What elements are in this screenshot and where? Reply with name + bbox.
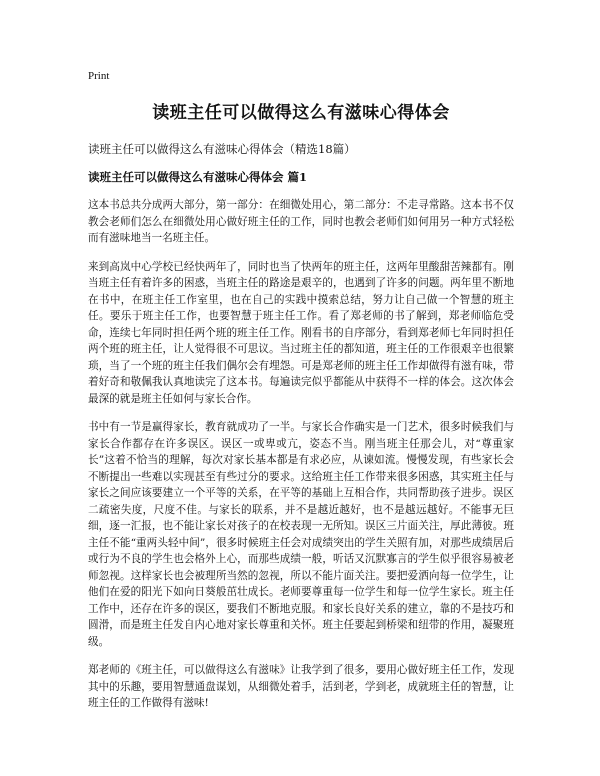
document-subtitle: 读班主任可以做得这么有滋味心得体会（精选18篇） [88,142,356,156]
paragraph-3: 书中有一节是赢得家长，教育就成功了一半。与家长合作确实是一门艺术，很多时候我们与家长合作都存在许多误区。误区一或卑或亢，姿态不当。刚当班主任那会儿，对“尊重家长”这着不恰当的理解，每次对家长基本都是有求必应，从谏如流。慢慢发现，有些家长会不断提出一些难以实现甚至有些过分的要求。这给班主任工作带来很多困惑，其实班主任与家长之间应该要建立一个平等的关系，在平等的基础上互相合作，共同帮助孩子进步。误区二疏密失度，尺度不佳。与家长的联系，并不是越近越好，也不是越远越好。不能事无巨细，逐一汇报，也不能让家长对孩子的在校表现一无所知。误区三片面关注，厚此薄彼。班主任不能“重两头轻中间”，很多时候班主任会对成绩突出的学生关照有加，对那些成绩居后或行为不良的学生也会格外上心，而那些成绩一般，听话又沉默寡言的学生似乎很容易被老师忽视。这样家长也会被理所当然的忽视，所以不能片面关注。要把爱洒向每一位学生，让他们在爱的阳光下如向日葵般茁壮成长。老师要尊重每一位学生和每一位学生家长。班主任工作中，还存在许多的误区，要我们不断地克服。和家长良好关系的建立，靠的不是技巧和圆滑，而是班主任发自内心地对家长尊重和关怀。班主任要起到桥梁和纽带的作用，凝聚班级。 [88,421,514,648]
paragraph-4: 郑老师的《班主任，可以做得这么有滋味》让我学到了很多，要用心做好班主任工作，发现其中的乐趣，要用智慧通盘谋划，从细微处着手，活到老，学到老，成就班主任的智慧，让班主任的工作做得有滋味! [88,664,514,709]
paragraph-1: 这本书总共分成两大部分，第一部分：在细微处用心，第二部分：不走寻常路。这本书不仅教会老师们怎么在细微处用心做好班主任的工作，同时也教会老师们如何用另一种方式轻松而有滋味地当一名班主任。 [88,199,514,244]
section-heading: 读班主任可以做得这么有滋味心得体会 篇1 [88,170,308,184]
print-label: Print [88,70,110,82]
document-page [88,70,514,724]
page-title: 读班主任可以做得这么有滋味心得体会 [152,103,450,123]
paragraph-2: 来到高岚中心学校已经快两年了，同时也当了快两年的班主任，这两年里酸甜苦辣都有。刚当班主任有着许多的困惑，当班主任的路途是艰辛的，也遇到了许多的问题。两年里不断地在书中，在班主任工作室里，也在自己的实践中摸索总结，努力让自己做一个智慧的班主任。要乐于班主任工作，也要智慧于班主任工作。看了郑老师的书了解到，郑老师临危受命，连续七年同时担任两个班的班主任工作。刚看书的自序部分，看到郑老师七年同时担任两个班的班主任，让人觉得很不可思议。当过班主任的都知道，班主任的工作很艰辛也很繁琐，当了一个班的班主任我们偶尔会有埋怨。可是郑老师的班主任工作却做得有滋有味，带着好奇和敬佩我认真地读完了这本书。每遍读完似乎都能从中获得不一样的体会。这次体会最深的就是班主任如何与家长合作。 [88,260,514,405]
